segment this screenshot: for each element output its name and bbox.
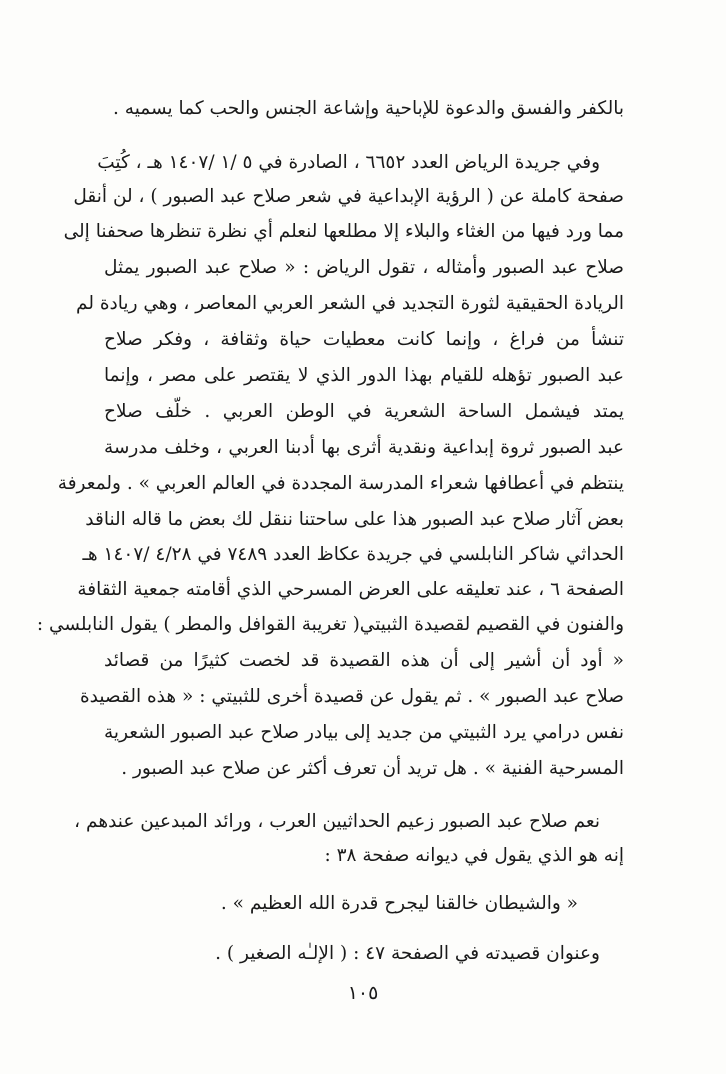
text-line: إنه هو الذي يقول في ديوانه صفحة ٣٨ :: [324, 845, 624, 866]
text-line: المسرحية الفنية » . هل تريد أن تعرف أكثر عن صلاح عبد الصبور .: [121, 758, 624, 779]
page-number: ١٠٥: [347, 982, 379, 1004]
text-line: « أود أن أشير إلى أن هذه القصيدة قد لخصت كثيرًا من قصائد: [104, 650, 624, 671]
text-line: عبد الصبور تؤهله للقيام بهذا الدور الذي لا يقتصر على مصر ، وإنما: [104, 365, 624, 386]
text-line: نفس درامي يرد الثبيتي من جديد إلى بيادر صلاح عبد الصبور الشعرية: [104, 722, 624, 743]
text-line: بالكفر والفسق والدعوة للإباحية وإشاعة الجنس والحب كما يسميه .: [113, 98, 624, 119]
text-line: عبد الصبور ثروة إبداعية ونقدية أثرى بها أدبنا العربي ، وخلف مدرسة: [104, 437, 624, 458]
text-line: الريادة الحقيقية لثورة التجديد في الشعر العربي المعاصر ، وهي ريادة لم: [76, 293, 624, 314]
text-line: مما ورد فيها من الغثاء والبلاء إلا مطلعها لنعلم أي نظرة تنظرها صحفنا إلى: [63, 221, 624, 242]
text-line: والفنون في القصيم لقصيدة الثبيتي( تغريبة القوافل والمطر ) يقول النابلسي :: [36, 614, 624, 635]
text-line: نعم صلاح عبد الصبور زعيم الحداثيين العرب ، ورائد المبدعين عندهم ،: [74, 811, 600, 832]
quote-line: « والشيطان خالقنا ليجرح قدرة الله العظيم » .: [220, 893, 578, 914]
text-line: تنشأ من فراغ ، وإنما كانت معطيات حياة وثقافة ، وفكر صلاح: [104, 329, 624, 350]
text-line: وعنوان قصيدته في الصفحة ٤٧ : ( الإلـٰه الصغير ) .: [215, 943, 600, 964]
text-line: الصفحة ٦ ، عند تعليقه على العرض المسرحي الذي أقامته جمعية الثقافة: [77, 579, 624, 600]
text-line: صفحة كاملة عن ( الرؤية الإبداعية في شعر صلاح عبد الصبور ) ، لن أنقل: [73, 186, 624, 207]
text-line: صلاح عبد الصبور وأمثاله ، تقول الرياض : « صلاح عبد الصبور يمثل: [104, 257, 624, 278]
text-line: وفي جريدة الرياض العدد ٦٦٥٢ ، الصادرة في ٥ /١ /١٤٠٧ هـ ، كُتِبَ: [97, 152, 600, 173]
text-line: الحداثي شاكر النابلسي في جريدة عكاظ العدد ٧٤٨٩ في ٤/٢٨ /١٤٠٧ هـ: [82, 544, 624, 565]
text-line: ينتظم في أعطافها شعراء المدرسة المجددة في العالم العربي » . ولمعرفة: [57, 473, 624, 494]
text-line: صلاح عبد الصبور » . ثم يقول عن قصيدة أخرى للثبيتي : « هذه القصيدة: [79, 686, 624, 707]
text-line: يمتد فيشمل الساحة الشعرية في الوطن العربي . خلّف صلاح: [104, 401, 624, 422]
text-line: بعض آثار صلاح عبد الصبور هذا على ساحتنا ننقل لك بعض ما قاله الناقد: [85, 509, 624, 530]
